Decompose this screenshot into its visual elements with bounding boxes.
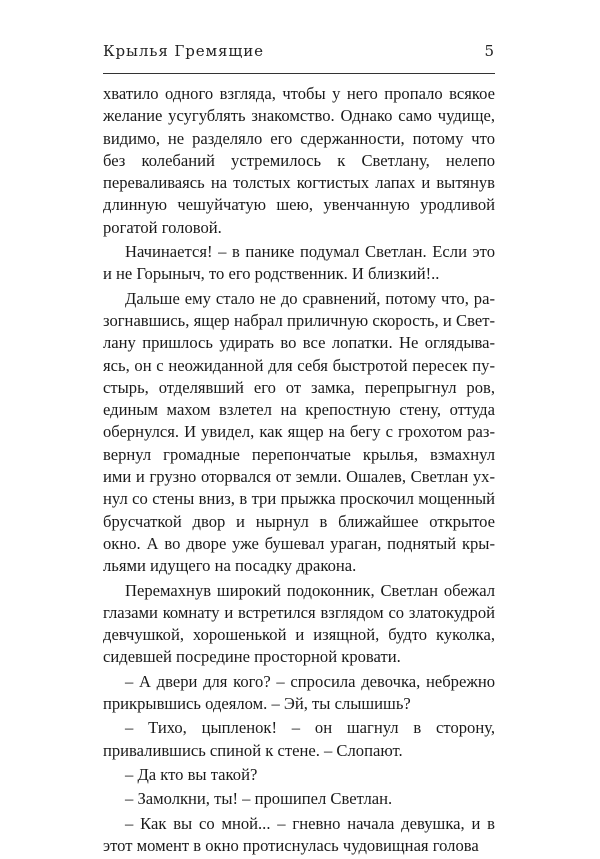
page-number: 5 — [484, 42, 495, 60]
paragraph: Начинается! – в панике подумал Светлан. Если это и не Горыныч, то его родственник. И близкий!.. — [103, 242, 495, 284]
running-head — [103, 42, 495, 66]
header-rule — [103, 73, 495, 74]
paragraph: – Как вы со мной... – гневно начала девушка, и в этот момент в окно протиснулась чудовищная голова — [103, 813, 495, 855]
body-text — [103, 83, 495, 859]
paragraph: – А двери для кого? – спросила девочка, небрежно прикрывшись одеялом. – Эй, ты слышишь? — [103, 671, 495, 714]
paragraph: – Замолкни, ты! – прошипел Светлан. — [125, 789, 393, 809]
paragraph: Перемахнув широкий подоконник, Светлан обежал глазами комнату и встретился взглядом со златокудрой девчушкой, хорошенькой и изящной, будто куколка, сидевшей посредине просторной кровати. — [103, 580, 495, 667]
paragraph: Дальше ему стало не до сравнений, потому что, разогнавшись, ящер набрал приличную скорость, и Светлану пришлось удирать во все лопатки. Не оглядываясь, он с неожиданной для себя быстротой пересек пустырь, отделявший его от замка, перепрыгнул ров, единым махом взлетел на крепостную стену, оттуда обернулся. И увидел, как ящер на бегу с грохотом развернул громадные перепончатые крылья, взмахнул ими и грузно оторвался от земли. Ошалев, Светлан ухнул со стены вниз, в три прыжка проскочил мощенный брусчаткой двор и нырнул в ближайшее открытое окно. А во дворе уже бушевал ураган, поднятый крыльями идущего на посадку дракона. — [103, 288, 495, 576]
paragraph: хватило одного взгляда, чтобы у него пропало всякое желание усугублять знакомство. Однако само чудище, видимо, не разделяло его сдержанности, потому что без колебаний устремилось к Светлану, нелепо переваливаясь на толстых когтистых лапах и вытянув длинную чешуйчатую шею, увенчанную уродливой рогатой головой. — [103, 84, 495, 237]
paragraph: – Тихо, цыпленок! – он шагнул в сторону, привалившись спиной к стене. – Слопают. — [103, 718, 495, 760]
paragraph: – Да кто вы такой? — [125, 764, 258, 784]
book-title: Крылья Гремящие — [103, 42, 264, 60]
